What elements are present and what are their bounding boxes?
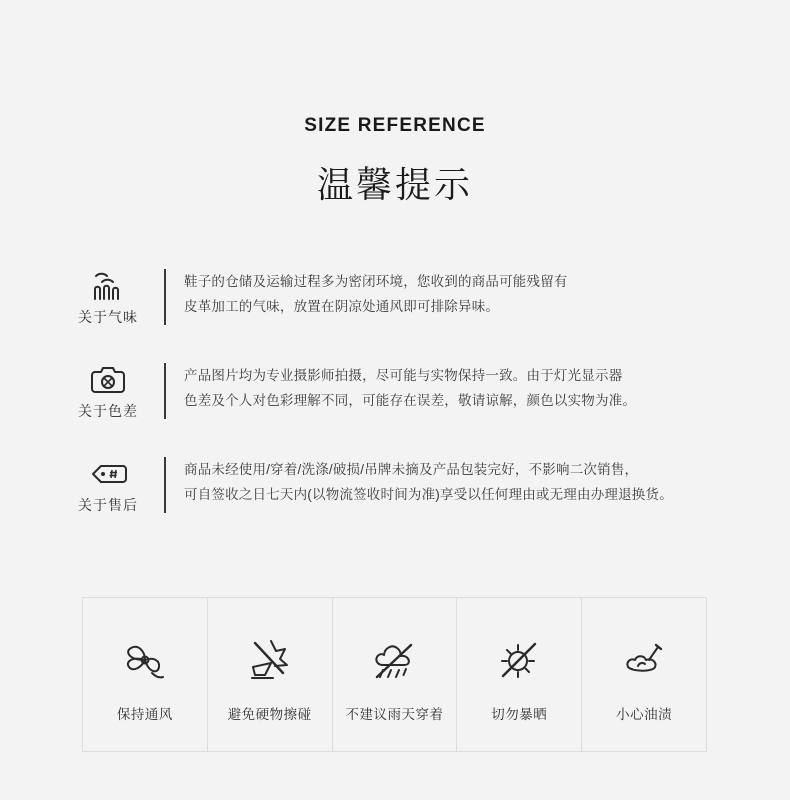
note-text-line: 可自签收之日七天内(以物流签收时间为准)享受以任何理由或无理由办理退换货。 (184, 487, 673, 502)
care-cell (457, 598, 582, 751)
fan-ventilation-icon (116, 627, 174, 689)
camera-icon (52, 363, 164, 397)
care-cell (208, 598, 333, 751)
price-tag-icon (52, 457, 164, 491)
note-label: 关于气味 (78, 309, 138, 325)
note-text-line: 商品未经使用/穿着/洗涤/破损/吊牌未摘及产品包装完好，不影响二次销售， (184, 462, 639, 477)
note-divider (164, 457, 166, 513)
smell-waves-icon (52, 269, 164, 303)
care-label: 避免硬物擦碰 (227, 706, 312, 722)
care-instructions-grid (82, 597, 707, 752)
note-text-line: 鞋子的仓储及运输过程多为密闭环境，您收到的商品可能残留有 (184, 274, 568, 289)
notes-section (0, 267, 790, 515)
note-icon-column (52, 267, 164, 327)
care-label: 保持通风 (116, 706, 173, 722)
no-hard-object-scratch-icon (241, 627, 299, 689)
note-text (184, 267, 750, 319)
no-rain-icon (365, 627, 423, 689)
note-divider (164, 269, 166, 325)
oil-stain-icon (615, 627, 673, 689)
page-title-en: SIZE REFERENCE (304, 115, 486, 136)
note-divider (164, 363, 166, 419)
care-label: 切勿暴晒 (491, 706, 548, 722)
care-label: 不建议雨天穿着 (345, 706, 444, 722)
note-row (52, 361, 750, 421)
note-text-line: 皮革加工的气味，放置在阴凉处通风即可排除异味。 (184, 299, 500, 314)
note-label: 关于色差 (78, 403, 138, 419)
note-label: 关于售后 (78, 497, 138, 513)
page-title-cn: 温馨提示 (316, 164, 473, 205)
note-icon-column (52, 455, 164, 515)
note-text (184, 361, 750, 413)
no-sun-exposure-icon (490, 627, 548, 689)
note-row (52, 267, 750, 327)
note-text (184, 455, 750, 507)
care-cell (83, 598, 208, 751)
note-text-line: 产品图片均为专业摄影师拍摄，尽可能与实物保持一致。由于灯光显示器 (184, 368, 623, 383)
note-icon-column (52, 361, 164, 421)
care-label: 小心油渍 (616, 706, 673, 722)
note-text-line: 色差及个人对色彩理解不同，可能存在误差，敬请谅解，颜色以实物为准。 (184, 393, 637, 408)
care-cell (333, 598, 458, 751)
note-row (52, 455, 750, 515)
care-cell (582, 598, 706, 751)
